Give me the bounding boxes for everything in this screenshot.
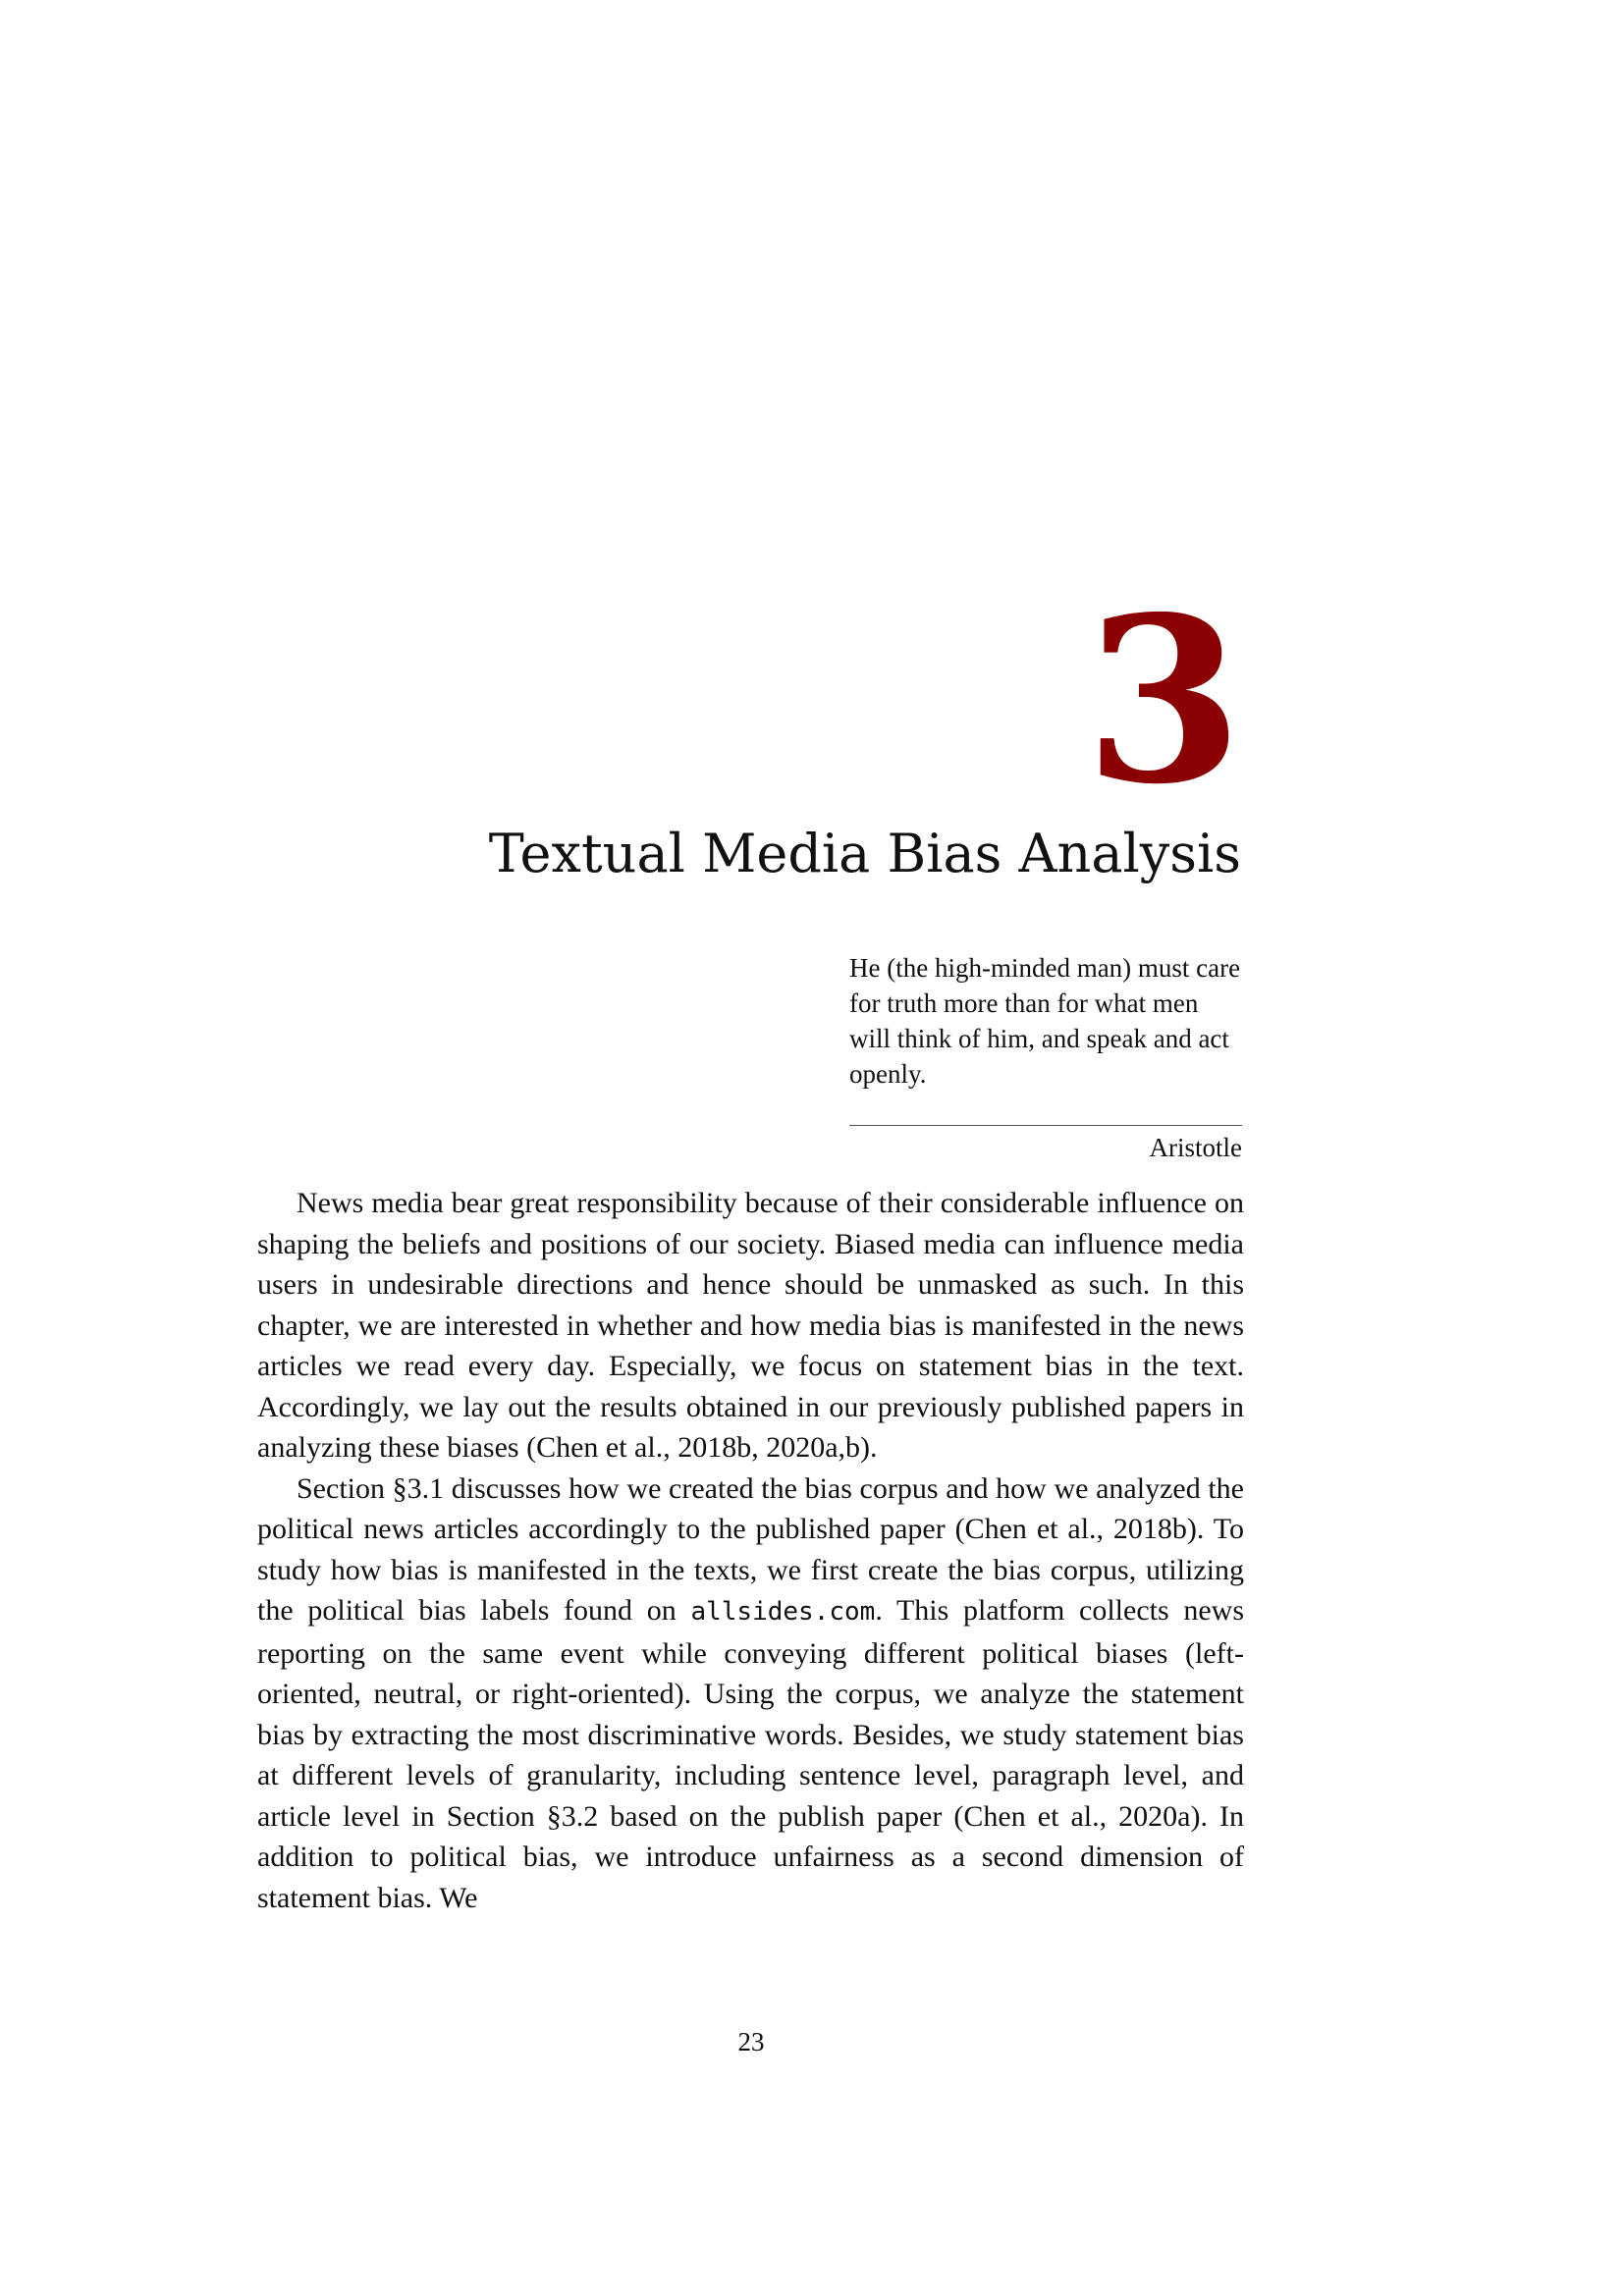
paragraph-intro: News media bear great responsibility because of their considerable influence on shaping the beliefs and positions of our society. Biased media can influence media users in undesirable directions and hence should be unmasked as such. In this chapter, we are interested in whether and how media bias is manifested in the news articles we read every day. Especially, we focus on statement bias in the text. Accordingly, we lay out the results obtained in our previously published papers in analyzing these biases (Chen et al., 2018b, 2020a,b). [257,1187,1244,1464]
body-text [257,1183,1244,1918]
paragraph-overview-text-end: . This platform collects news reporting on the same event while conveying different political biases (left-oriented, neutral, or right-oriented). Using the corpus, we analyze the statement bias by extracting the most discriminative words. Besides, we study statement bias at different levels of granularity, including sentence level, paragraph level, and article level in Section §3.2 based on the publish paper (Chen et al., 2020a). In addition to political bias, we introduce unfairness as a second dimension of statement bias. We [257,1594,1244,1914]
chapter-number: 3 [1084,566,1243,834]
chapter-title: Textual Media Bias Analysis [488,823,1241,884]
epigraph-author: Aristotle [1149,1133,1242,1162]
paragraph-overview [257,1468,1244,1919]
epigraph-divider [849,1125,1242,1126]
site-name: allsides.com [690,1597,876,1627]
paragraph-overview-text-start: Section §3.1 discusses how we created the bias corpus and how we analyzed the political news articles accordingly to the published paper (Chen et al., 2018b). To study how bias is manifested in the texts, we first create the bias corpus, utilizing the political bias labels found on [257,1471,1244,1627]
page-number: 23 [737,2027,765,2056]
epigraph-quote: He (the high-minded man) must care for truth more than for what men will think of him, and speak and act openly. [849,953,1241,1089]
epigraph [849,950,1242,1165]
